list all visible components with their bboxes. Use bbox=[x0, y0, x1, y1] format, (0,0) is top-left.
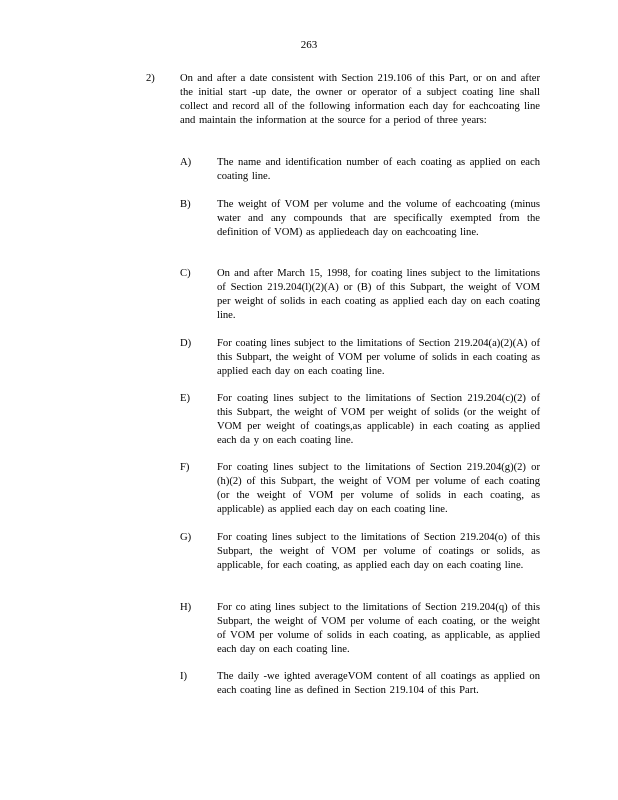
item-text: On and after a date consistent with Section 219.106 of this Part, or on and after the initial start -up date, the owner or operator of a subject coating line shall collect and record all of the following information each day for eachcoating line and maintain the information at the source for a period of three years: bbox=[180, 73, 540, 126]
subitem-label: C) bbox=[180, 268, 191, 279]
subitem-label: F) bbox=[180, 462, 190, 473]
subitem-text: For coating lines subject to the limitations of Section 219.204(a)(2)(A) of this Subpart, the weight of VOM per volume of solids in each coating as applied each day on each coating line. bbox=[217, 338, 540, 377]
page-number: 263 bbox=[300, 39, 318, 51]
subitem-text: The name and identification number of each coating as applied on each coating line. bbox=[217, 157, 540, 182]
subitem-text: For coating lines subject to the limitations of Section 219.204(c)(2) of this Subpart, the weight of VOM per weight of solids (or the weight of VOM per weight of coatings,as applicable) in each coating as applied each da y on each coating line. bbox=[217, 393, 540, 446]
subitem-label: G) bbox=[180, 532, 192, 543]
subitem-text: The daily -we ighted averageVOM content of all coatings as applied on each coating line as defined in Section 219.104 of this Part. bbox=[217, 671, 540, 696]
subitem-label: E) bbox=[180, 393, 190, 404]
subitem-text: For coating lines subject to the limitations of Section 219.204(g)(2) or (h)(2) of this Subpart, the weight of VOM per volume of each coating (or the weight of VOM per volume of solids in each coating, as applicable) as applied each day on each coating line. bbox=[217, 462, 540, 515]
subitem-text: For co ating lines subject to the limitations of Section 219.204(q) of this Subpart, the weight of VOM per volume of each coating, or the weight of VOM per volume of solids in each coating, as applicable, as applied each day on each coating line. bbox=[217, 602, 540, 655]
subitem-label: I) bbox=[180, 671, 188, 682]
item-marker: 2) bbox=[146, 73, 155, 84]
subitem-label: B) bbox=[180, 199, 191, 210]
subitem-text: The weight of VOM per volume and the volume of eachcoating (minus water and any compounds that are specifically exempted from the definition of VOM) as appliedeach day on eachcoating line. bbox=[217, 199, 540, 238]
subitem-label: D) bbox=[180, 338, 192, 349]
subitem-label: A) bbox=[180, 157, 192, 168]
subitem-label: H) bbox=[180, 602, 192, 613]
subitem-text: On and after March 15, 1998, for coating lines subject to the limitations of Section 219.204(l)(2)(A) or (B) of this Subpart, the weight of VOM per weight of solids in each coating as applied each day on each coating line. bbox=[217, 268, 540, 321]
subitem-text: For coating lines subject to the limitations of Section 219.204(o) of this Subpart, the weight of VOM per volume of coatings or solids, as applicable, for each coating, as applied each day on each coating line. bbox=[217, 532, 540, 571]
